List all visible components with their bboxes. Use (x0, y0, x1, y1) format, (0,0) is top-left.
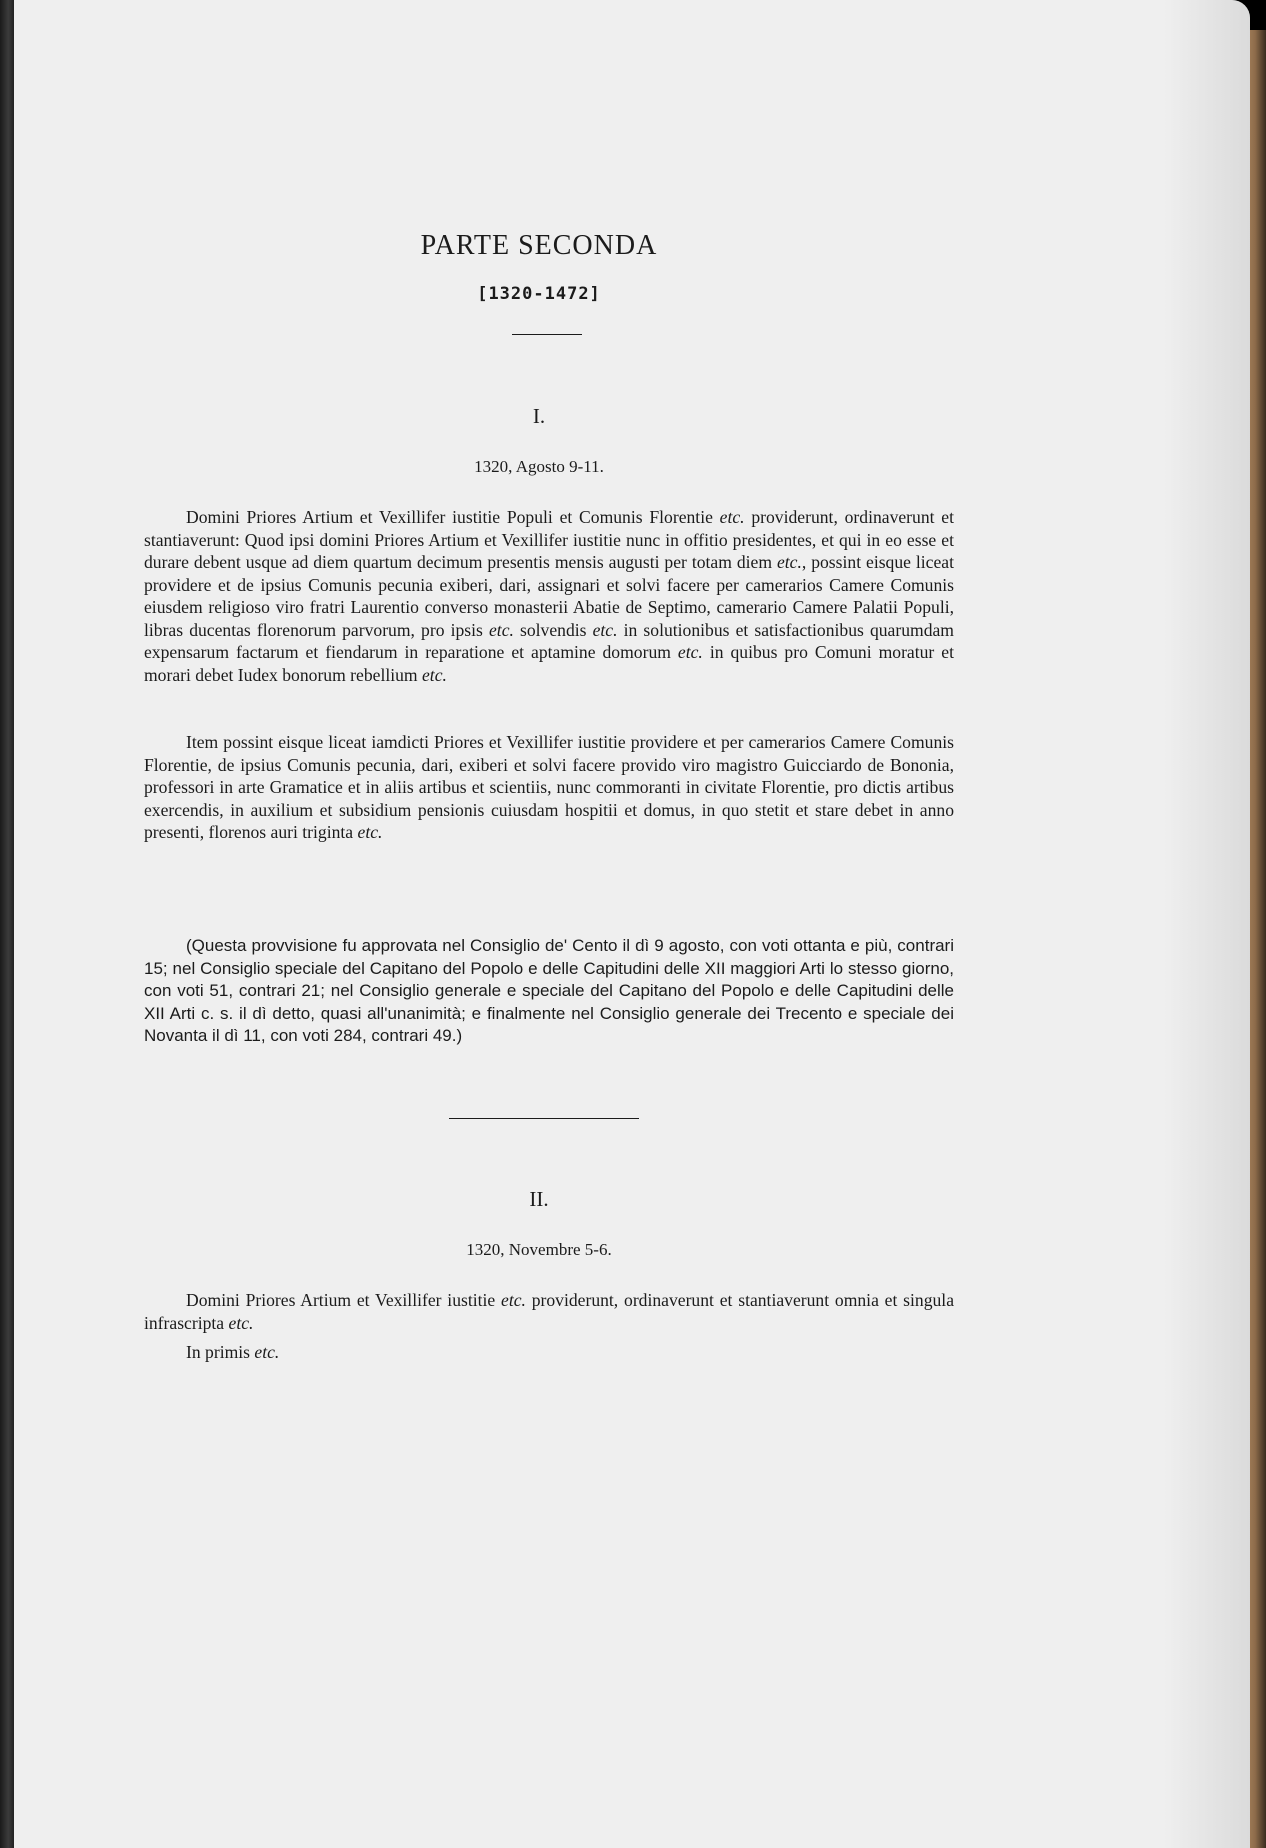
document-date: 1320, Novembre 5-6. (466, 1240, 612, 1259)
title-rule (512, 334, 582, 335)
document-date: 1320, Agosto 9-11. (474, 457, 604, 476)
italic-abbrev: etc. (719, 507, 745, 527)
part-date-range: [1320-1472] (477, 284, 601, 304)
section-rule (449, 1118, 639, 1119)
document-paragraph: Item possint eisque liceat iamdicti Priores et Vexillifer iustitie providere et per camerarios Camere Comunis Florentie, de ipsius Comunis pecunia, dari, exiberi et solvi facere provido viro magistro Guicciardo de Bononia, professori in arte Gramatice et in aliis artibus et scientiis, nunc commoranti in civitate Florentie, pro dictis artibus exercendis, in auxilium et subsidium pensionis cuiusdam hospitii et domus, in quo stetit et stare debet in anno presenti, florenos auri triginta etc. (144, 732, 954, 842)
page-curl-shadow (1164, 0, 1250, 1848)
editorial-note: (Questa provvisione fu approvata nel Consiglio de' Cento il dì 9 agosto, con voti ottanta e più, contrari 15; nel Consiglio speciale del Capitano del Popolo e delle Capitudini delle XII maggiori Arti lo stesso giorno, con voti 51, contrari 21; nel Consiglio generale e speciale del Capitano del Popolo e delle Capitudini delle XII Arti c. s. il dì detto, quasi all'unanimità; e finalmente nel Consiglio generale dei Trecento e speciale dei Novanta il dì 11, con voti 284, contrari 49.) (144, 936, 954, 1045)
italic-abbrev: etc. (422, 664, 447, 685)
document-paragraph: Domini Priores Artium et Vexillifer iustitie etc. providerunt, ordinaverunt et stantiaverunt omnia et singula infrascripta etc. (144, 1290, 955, 1333)
italic-abbrev: etc. (677, 642, 703, 662)
italic-abbrev: etc. (228, 1312, 254, 1333)
italic-abbrev: etc. (489, 619, 514, 640)
part-title: PARTE SECONDA (420, 230, 658, 261)
italic-abbrev: etc. (254, 1342, 280, 1362)
italic-abbrev: etc. (592, 619, 618, 640)
document-paragraph: In primis etc. (186, 1342, 280, 1362)
italic-abbrev: etc. (776, 552, 802, 572)
document-paragraph: Domini Priores Artium et Vexillifer iustitie Populi et Comunis Florentie etc. providerunt, ordinaverunt et stantiaverunt: Quod ipsi domini Priores Artium et Vexillifer iustitie nunc in offitio presidentes, et qui in eo esse et durare debent usque ad diem quartum decimum presentis mensis augusti per totam diem etc., possint eisque liceat providere et de ipsius Comunis pecunia exiberi, dari, assignari et solvi facere per camerarios Camere Comunis eiusdem religioso viro fratri Laurentio converso monasterii Abatie de Septimo, camerario Camere Palatii Populi, libras ducentas florenorum parvorum, pro ipsis etc. solvendis etc. in solutionibus et satisfactionibus quarumdam expensarum factarum et fiendarum in reparatione et aptamine domorum etc. in quibus pro Comuni moratur et morari debet Iudex bonorum rebellium etc. (144, 507, 954, 685)
page-sheet (14, 0, 1250, 1848)
italic-abbrev: etc. (357, 822, 383, 842)
document-number: II. (529, 1187, 549, 1211)
italic-abbrev: etc. (501, 1290, 526, 1310)
facing-page-edge (0, 0, 14, 1848)
document-number: I. (532, 404, 546, 428)
